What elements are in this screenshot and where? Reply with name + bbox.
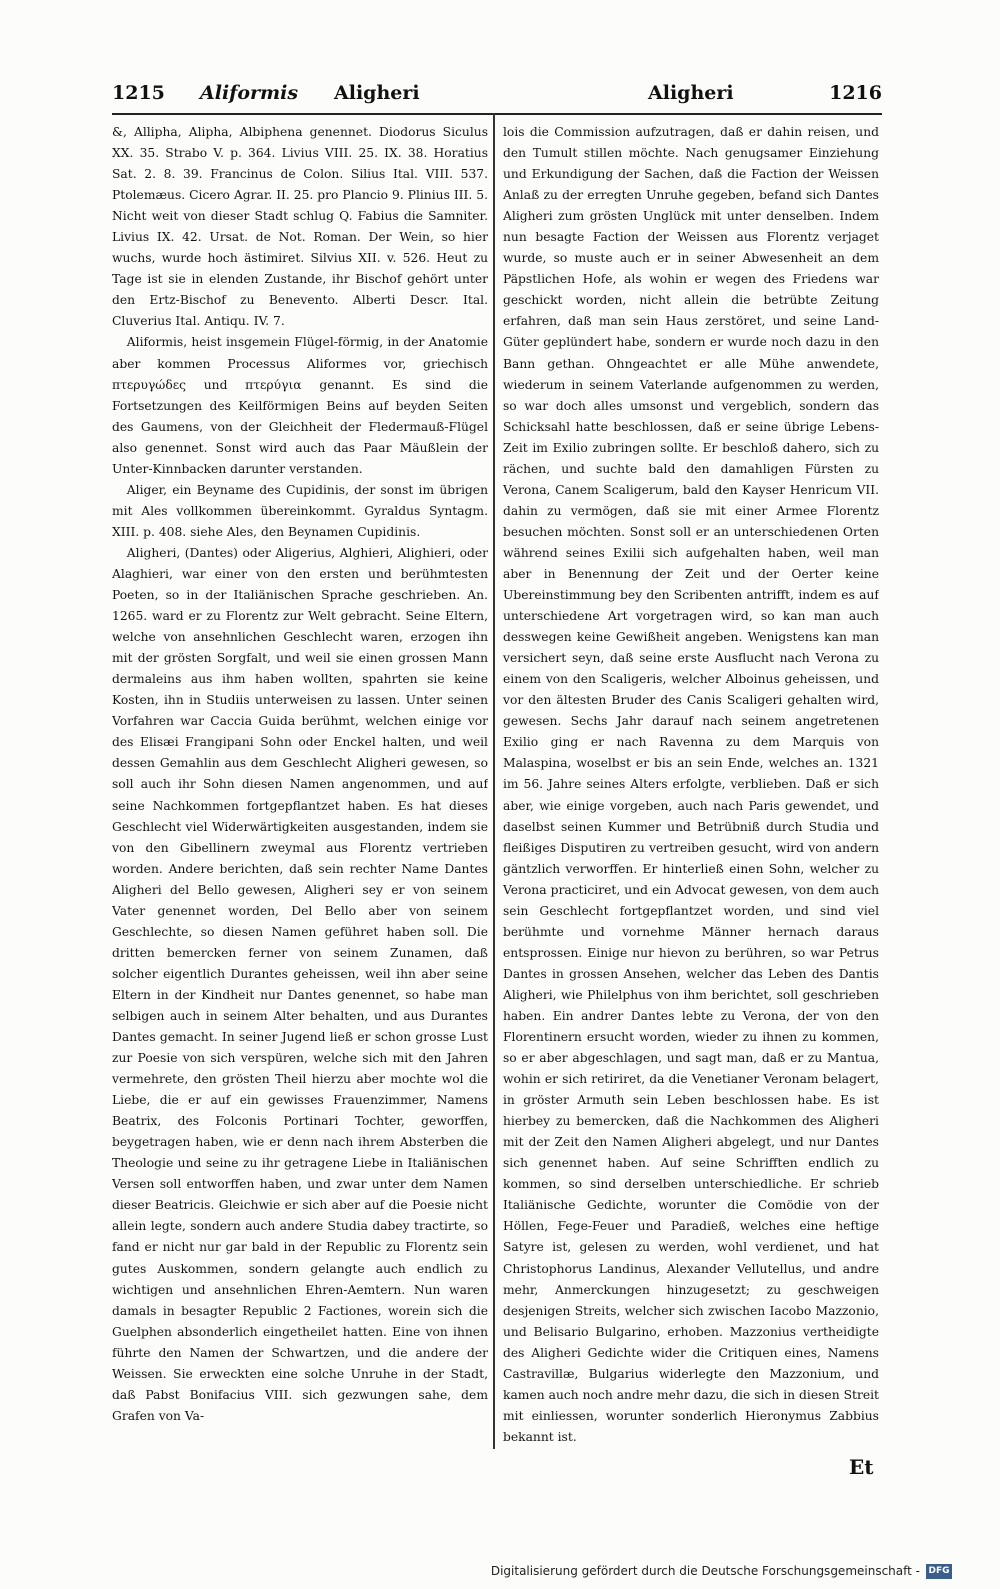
header-keyword-left-1: Aliformis — [200, 82, 299, 104]
entry-alipha-continued: &, Allipha, Alipha, Albiphena genennet. Diodorus Siculus XX. 35. Strabo V. p. 364. Livius VIII. 25. IX. 38. Horatius Sat. 2. 8. 39. Francinus de Colon. Silius Ital. VIII. 537. Ptolemæus. Cicero Agrar. II. 25. pro Plancio 9. Plinius III. 5. Nicht weit von dieser Stadt schlug Q. Fabius die Samniter. Livius IX. 42. Ursat. de Not. Roman. Der Wein, so hier wuchs, wurde hoch ästimiret. Silvius XII. v. 526. Heut zu Tage ist sie in elenden Zustande, ihr Bischof gehört unter den Ertz-Bischof zu Benevento. Alberti Descr. Ital. Cluverius Ital. Antiqu. IV. 7. — [112, 125, 488, 329]
entry-aliger: Aliger, ein Beyname des Cupidinis, der sonst im übrigen mit Ales vollkommen übereinkommt. Gyraldus Syntagm. XIII. p. 408. siehe Ales, den Beynamen Cupidinis. — [112, 482, 488, 539]
left-column — [112, 122, 488, 1447]
entry-aligheri-continued: lois die Commission aufzutragen, daß er dahin reisen, und den Tumult stillen möchte. Nach genugsamer Einziehung und Erkundigung der Sachen, daß die Faction der Weissen Anlaß zu der erregten Unruhe gegeben, befand sich Dantes Aligheri zum grösten Unglück mit unter denselben. Indem nun besagte Faction der Weissen aus Florentz verjaget wurde, so muste auch er in seiner Abwesenheit an dem Päpstlichen Hofe, als wohin er wegen des Friedens war geschickt worden, nicht allein die betrübte Zeitung erfahren, daß man sein Haus zerstöret, und seine Land-Güter geplündert habe, sondern er wurde noch dazu in den Bann gethan. Ohngeachtet er alle Mühe anwendete, wiederum in seinem Vaterlande aufgenommen zu werden, so war doch alles umsonst und vergeblich, sondern das Schicksahl hatte beschlossen, daß er seine übrige Lebens-Zeit im Exilio zubringen sollte. Er beschloß dahero, sich zu rächen, und suchte bald den damahligen Fürsten zu Verona, Canem Scaligerum, bald den Kayser Henricum VII. dahin zu vermögen, daß sie mit einer Armee Florentz besuchen möchten. Sonst soll er an unterschiedenen Orten während seines Exilii sich aufgehalten haben, weil man aber in Benennung der Zeit und der Oerter keine Ubereinstimmung bey den Scribenten antrifft, indem es auf unterschiedene Art vorgetragen wird, so kan man auch desswegen keine Gewißheit angeben. Wenigstens kan man versichert seyn, daß seine erste Ausflucht nach Verona zu einem von den Scaligeris, welcher Alboinus geheissen, und vor den ältesten Bruder des Canis Scaligeri gehalten wird, gewesen. Sechs Jahr darauf nach seinem angetretenen Exilio ging er nach Ravenna zu dem Marquis von Malaspina, woselbst er bis an sein Ende, welches an. 1321 im 56. Jahre seines Alters erfolgte, verblieben. Daß er sich aber, wie einige vorgeben, auch nach Paris gewendet, und daselbst seinen Kummer und Betrübniß durch Studia und fleißiges Disputiren zu vertreiben gesucht, wird von andern gäntzlich verworffen. Er hinterließ einen Sohn, welcher zu Verona practiciret, und ein Advocat gewesen, von dem auch sein Geschlecht fortgepflantzet worden, und sind viel berühmte und vornehme Männer hernach daraus entsprossen. Einige nur hievon zu berühren, so war Petrus Dantes in grossen Ansehen, welcher das Leben des Dantis Aligheri, wie Philelphus von ihm berichtet, soll geschrieben haben. Ein andrer Dantes lebte zu Verona, der von den Florentinern ersucht worden, wieder zu ihnen zu kommen, so er aber abgeschlagen, und sagt man, daß er zu Mantua, wohin er sich retiriret, da die Venetianer Veronam belagert, in gröster Armuth sein Leben beschlossen habe. Es ist hierbey zu bemercken, daß die Nachkommen des Aligheri mit der Zeit den Namen Aligheri abgelegt, und nur Dantes sich genennet haben. Auf seine Schrifften endlich zu kommen, so sind derselben unterschiedliche. Er schrieb Italiänische Gedichte, worunter die Comödie von der Höllen, Fege-Feuer und Paradieß, welches eine heftige Satyre ist, gelesen zu werden, wohl verdienet, und hat Christophorus Landinus, Alexander Vellutellus, und andre mehr, Anmerckungen hinzugesetzt; zu geschweigen desjenigen Streits, welcher sich zwischen Iacobo Mazzonio, und Belisario Bulgarino, erhoben. Mazzonius vertheidigte des Aligheri Gedichte wider die Critiquen eines, Namens Castravillæ, Bulgarius widerlegte den Mazzonium, und kamen auch noch andre mehr dazu, die sich in diesen Streit mit einliessen, worunter sonderlich Hieronymus Zabbius bekannt ist. — [503, 125, 879, 1444]
page-number-right: 1216 — [829, 82, 882, 104]
column-divider — [493, 113, 495, 1449]
header-keyword-right: Aligheri — [648, 82, 734, 104]
signature-mark: Et — [849, 1455, 874, 1479]
header-rule — [112, 113, 882, 115]
footer-credit-text: Digitalisierung gefördert durch die Deutsche Forschungsgemeinschaft - — [490, 1564, 920, 1578]
running-header — [112, 82, 882, 112]
entry-aliformis: Aliformis, heist insgemein Flügel-förmig, in der Anatomie aber kommen Processus Aliformes vor, griechisch πτερυγώδες und πτερύγια genannt. Es sind die Fortsetzungen des Keilförmigen Beins auf beyden Seiten des Gaumens, von der Gleichheit der Fledermauß-Flügel also genennet. Sonst wird auch das Paar Mäußlein der Unter-Kinnbacken darunter verstanden. — [112, 335, 488, 476]
page-number-left: 1215 — [112, 82, 165, 104]
entry-aligheri: Aligheri, (Dantes) oder Aligerius, Alghieri, Alighieri, oder Alaghieri, war einer von den ersten und berühmtesten Poeten, so in der Italiänischen Sprache geschrieben. An. 1265. ward er zu Florentz zur Welt gebracht. Seine Eltern, welche von ansehnlichen Geschlecht waren, erzogen ihn mit der grösten Sorgfalt, und weil sie einen grossen Mann dermaleins aus ihm haben wollten, spahrten sie keine Kosten, ihn in Studiis unterweisen zu lassen. Unter seinen Vorfahren war Caccia Guida berühmt, welchen einige vor des Elisæi Frangipani Sohn oder Enckel halten, und weil dessen Gemahlin aus dem Geschlecht Aligheri gewesen, so soll auch ihr Sohn diesen Namen angenommen, und auf seine Nachkommen fortgepflantzet haben. Es hat dieses Geschlecht viel Widerwärtigkeiten ausgestanden, indem sie von den Gibellinern zweymal aus Florentz vertrieben worden. Andere berichten, daß sein rechter Name Dantes Aligheri del Bello gewesen, Aligheri sey er von seinem Vater genennet worden, Del Bello aber von seinem Geschlechte, so diesen Namen geführet haben soll. Die dritten bemercken ferner von seinem Zunamen, daß solcher eigentlich Durantes geheissen, weil ihn aber seine Eltern in der Kindheit nur Dantes genennet, so habe man selbigen auch in seinem Alter behalten, und aus Durantes Dantes gemacht. In seiner Jugend ließ er schon grosse Lust zur Poesie von sich verspüren, welche sich mit den Jahren vermehrete, den grösten Theil hierzu aber mochte wol die Liebe, die er auf ein gewisses Frauenzimmer, Namens Beatrix, des Folconis Portinari Tochter, geworffen, beygetragen haben, wie er denn nach ihrem Absterben die Theologie und seine zu ihr getragene Liebe in Italiänischen Versen soll entworffen haben, und zwar unter dem Namen dieser Beatricis. Gleichwie er sich aber auf die Poesie nicht allein legte, sondern auch andere Studia dabey tractirte, so fand er nicht nur gar bald in der Republic zu Florentz sein gutes Auskommen, sondern gelangte auch endlich zu wichtigen und ansehnlichen Ehren-Aemtern. Nun waren damals in besagter Republic 2 Factiones, worein sich die Guelphen absonderlich eingetheilet hatten. Eine von ihnen führte den Namen der Schwartzen, und die andere der Weissen. Sie erweckten eine solche Unruhe in der Stadt, daß Pabst Bonifacius VIII. sich gezwungen sahe, dem Grafen von Va- — [112, 545, 488, 1423]
dfg-logo-icon: DFG — [926, 1564, 952, 1579]
digitization-footer — [491, 1561, 952, 1581]
right-column — [503, 122, 879, 1447]
header-keyword-left-2: Aligheri — [334, 82, 420, 104]
